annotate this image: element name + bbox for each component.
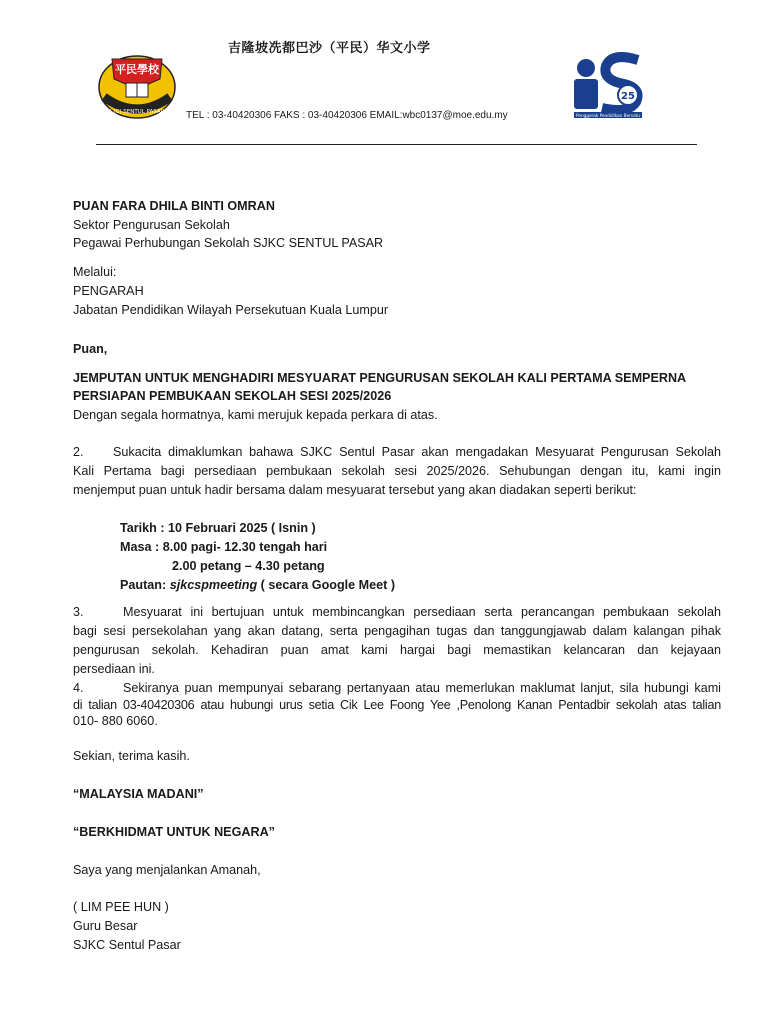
paragraph-3: [73, 603, 721, 679]
meeting-time-1: Masa : 8.00 pagi- 12.30 tengah hari: [120, 540, 328, 554]
subject-line-2: PERSIAPAN PEMBUKAAN SEKOLAH SESI 2025/2026: [73, 389, 392, 403]
svg-text:Penggerak Pendidikan Bersatu: Penggerak Pendidikan Bersatu: [576, 113, 640, 118]
paragraph-4-line-3: 010- 880 6060.: [73, 714, 158, 728]
paragraph-3-line-2: bagi sesi persekolahan yang akan datang, serta pengagihan tugas dan tanggungjawab dalam kalangan pihak: [73, 624, 721, 638]
paragraph-3-line-4: persediaan ini.: [73, 662, 155, 676]
svg-text:平民學校: 平民學校: [115, 63, 159, 76]
paragraph-3-line-3: pengurusan sekolah. Kehadiran puan amat kami hargai bagi memastikan kelancaran dan kejayaan: [73, 643, 721, 657]
school-crest-logo: [94, 45, 180, 121]
letterhead-divider: [96, 144, 697, 145]
paragraph-4-line-2: di talian 03-40420306 atau hubungi urus setia Cik Lee Foong Yee ,Penolong Kanan Pentadbir sekolah atas talian: [73, 697, 721, 712]
paragraph-3-line-1: Mesyuarat ini bertujuan untuk membincangkan persediaan serta perancangan pembukaan sekolah: [123, 605, 721, 619]
slogan-berkhidmat: “BERKHIDMAT UNTUK NEGARA”: [73, 825, 275, 839]
paragraph-4-line-1: Sekiranya puan mempunyai sebarang pertanyaan atau memerlukan maklumat lanjut, sila hubungi kami: [123, 681, 721, 695]
signatory-title: Guru Besar: [73, 919, 138, 933]
amanah-line: Saya yang menjalankan Amanah,: [73, 863, 261, 877]
svg-text:S.J.K.(C) SENTUL PASAR K.L: S.J.K.(C) SENTUL PASAR K.L: [99, 109, 175, 115]
paragraph-3-number: 3.: [73, 605, 84, 619]
meeting-link-label: Pautan:: [120, 578, 170, 592]
opening-line: Dengan segala hormatnya, kami merujuk kepada perkara di atas.: [73, 408, 438, 422]
via-line-2: Jabatan Pendidikan Wilayah Persekutuan Kuala Lumpur: [73, 303, 389, 317]
signatory-school: SJKC Sentul Pasar: [73, 938, 181, 952]
paragraph-2-number: 2.: [73, 445, 84, 459]
recipient-line-2: Pegawai Perhubungan Sekolah SJKC SENTUL PASAR: [73, 236, 384, 250]
paragraph-2-line-2: Kali Pertama bagi persediaan pembukaan sekolah sesi 2025/2026. Sehubungan dengan itu, kami ingin: [73, 464, 721, 478]
meeting-link-note: ( secara Google Meet ): [257, 578, 396, 592]
ppd-25-logo: [572, 48, 644, 122]
paragraph-4-number: 4.: [73, 681, 84, 695]
closing-line: Sekian, terima kasih.: [73, 749, 190, 763]
salutation: Puan,: [73, 342, 108, 356]
via-line-1: PENGARAH: [73, 284, 144, 298]
signatory-name: ( LIM PEE HUN ): [73, 900, 169, 914]
via-label: Melalui:: [73, 265, 117, 279]
meeting-link-value: sjkcspmeeting: [169, 578, 258, 592]
meeting-time-2: 2.00 petang – 4.30 petang: [172, 559, 325, 573]
recipient-name: PUAN FARA DHILA BINTI OMRAN: [73, 199, 275, 213]
slogan-malaysia-madani: “MALAYSIA MADANI”: [73, 787, 204, 801]
meeting-date: Tarikh : 10 Februari 2025 ( Isnin ): [120, 521, 316, 535]
subject-line-1: JEMPUTAN UNTUK MENGHADIRI MESYUARAT PENGURUSAN SEKOLAH KALI PERTAMA SEMPERNA: [73, 371, 687, 385]
paragraph-2-line-1: Sukacita dimaklumkan bahawa SJKC Sentul Pasar akan mengadakan Mesyuarat Pengurusan Sekolah: [113, 445, 721, 459]
school-name: 吉隆坡冼都巴沙（平民）华文小学: [228, 41, 431, 56]
recipient-line-1: Sektor Pengurusan Sekolah: [73, 218, 230, 232]
meeting-link: [120, 577, 395, 593]
paragraph-2: [73, 443, 721, 500]
paragraph-2-line-3: menjemput puan untuk hadir bersama dalam mesyuarat tersebut yang akan diadakan seperti berikut:: [73, 483, 637, 497]
svg-text:25: 25: [621, 91, 635, 102]
school-contact: TEL : 03-40420306 FAKS : 03-40420306 EMAIL:wbc0137@moe.edu.my: [186, 110, 508, 121]
paragraph-4: [73, 680, 721, 730]
